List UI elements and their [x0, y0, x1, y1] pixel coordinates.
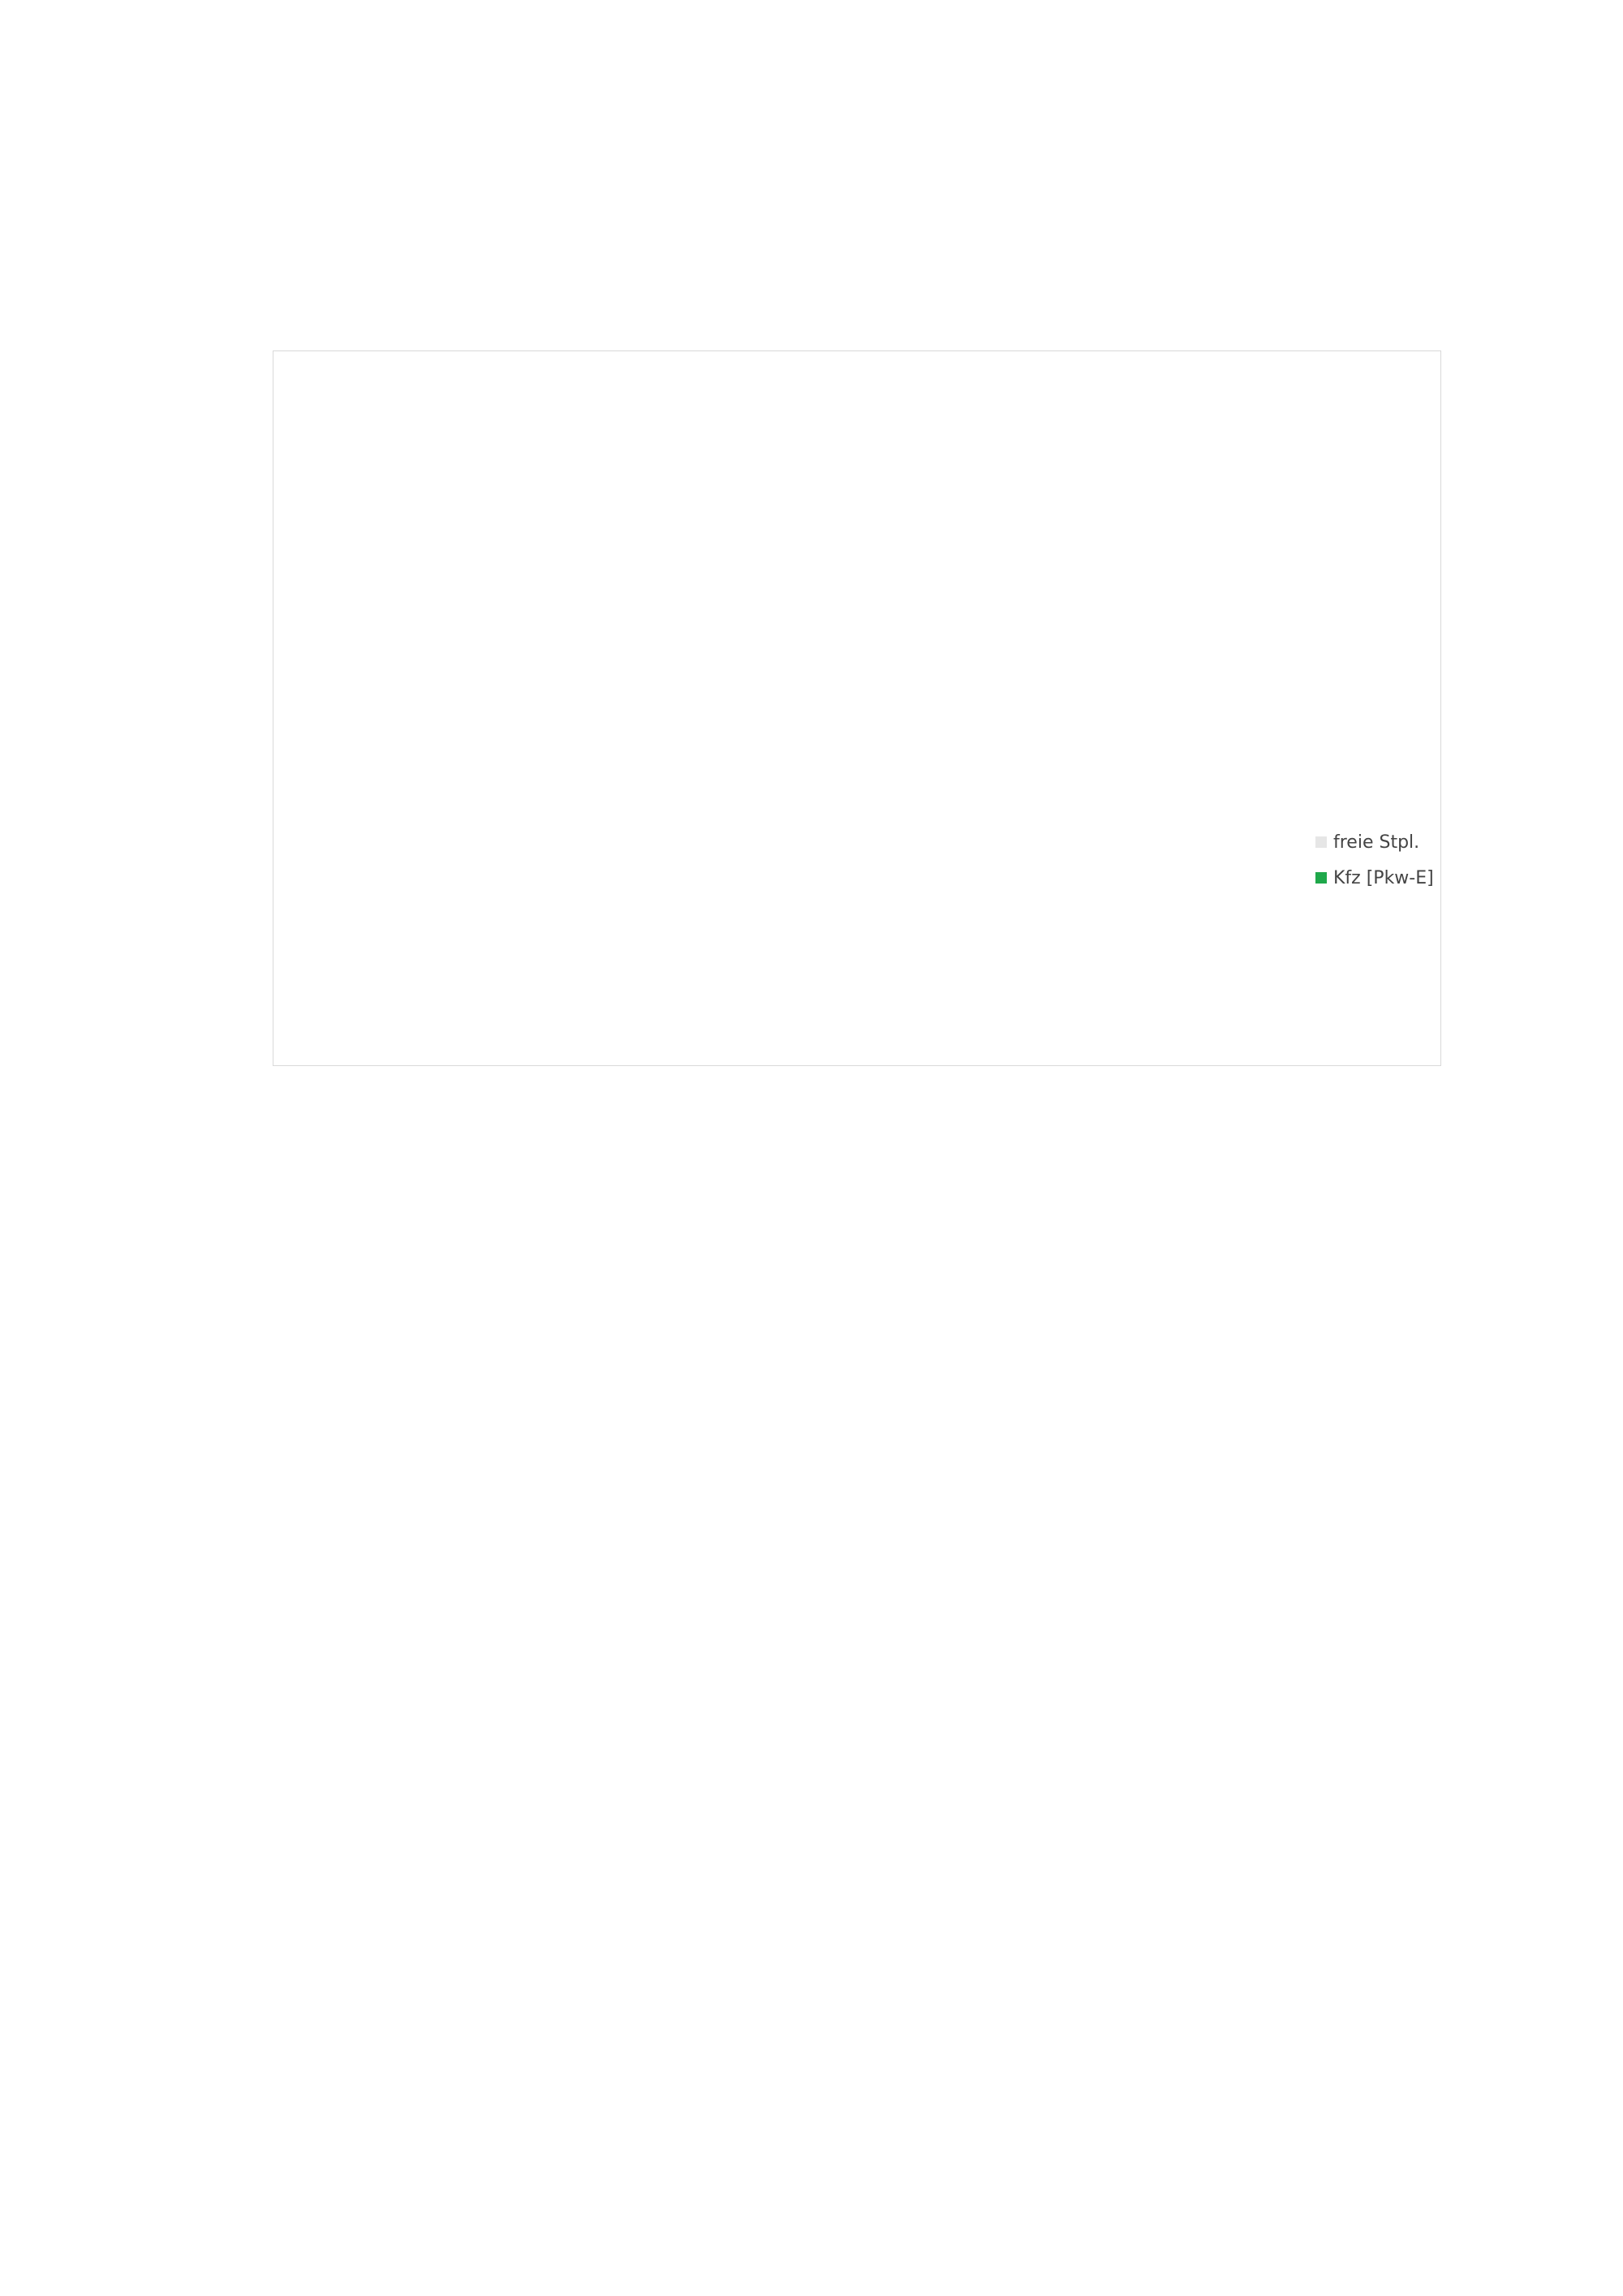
legend-label: freie Stpl.	[1333, 832, 1420, 853]
bar-chart	[273, 351, 1440, 1065]
legend-swatch	[1315, 836, 1327, 848]
legend-label: Kfz [Pkw-E]	[1333, 868, 1434, 888]
chart-container	[273, 350, 1441, 1066]
legend-swatch	[1315, 872, 1327, 884]
figure-caption	[273, 272, 487, 303]
footer-left	[273, 2187, 286, 2210]
